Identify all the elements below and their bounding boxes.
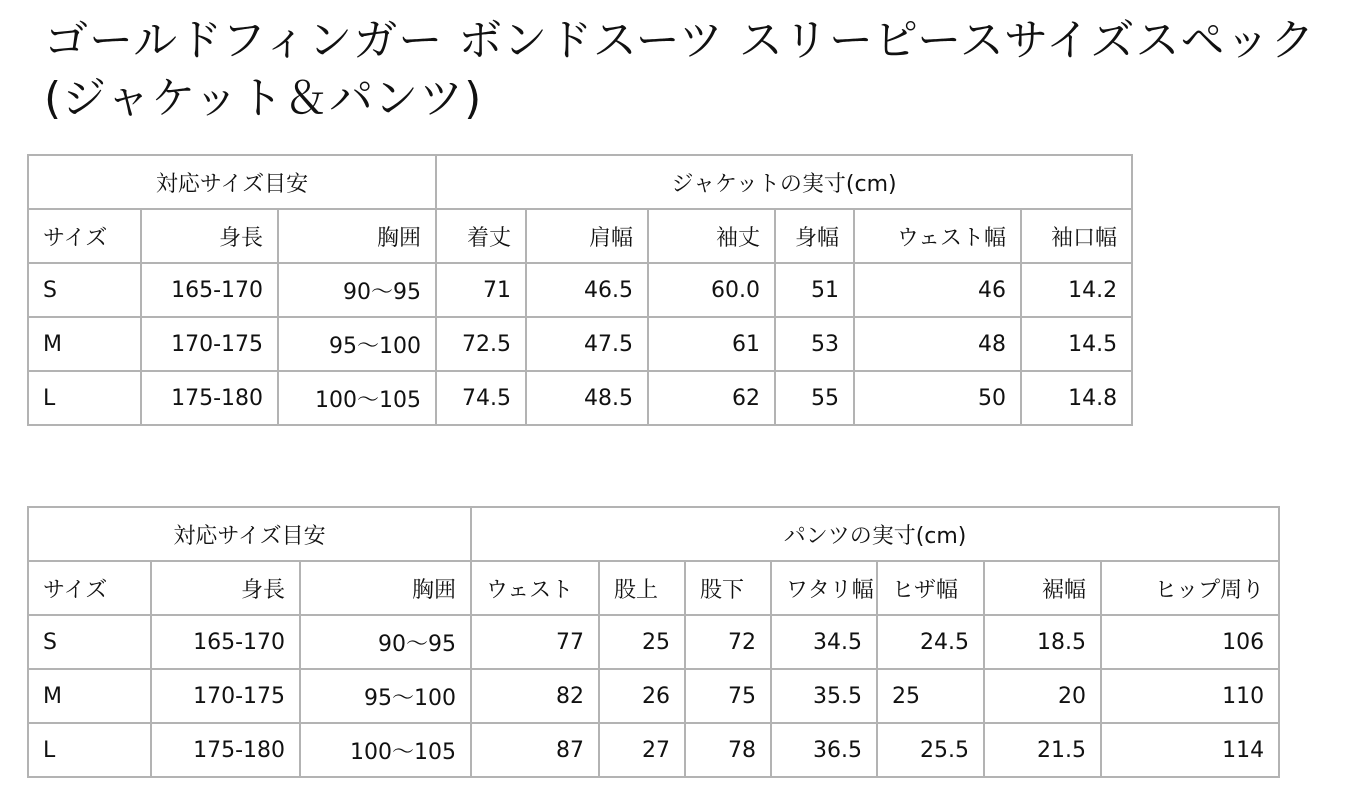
table-cell: 72.5 (436, 317, 526, 371)
table-cell: 61 (648, 317, 775, 371)
table-cell: 51 (775, 263, 854, 317)
table-cell: 20 (984, 669, 1101, 723)
table-row (28, 723, 1279, 777)
table-cell: 25 (877, 669, 984, 723)
group-header-pants-measurements: パンツの実寸(cm) (471, 507, 1279, 561)
table-cell: S (28, 263, 141, 317)
table-cell: 87 (471, 723, 599, 777)
table-cell: 48 (854, 317, 1021, 371)
table-cell: 18.5 (984, 615, 1101, 669)
table-cell: 100〜105 (278, 371, 436, 425)
column-header-knee-width: ヒザ幅 (877, 561, 984, 615)
column-header-waist-width: ウェスト幅 (854, 209, 1021, 263)
table-cell: 48.5 (526, 371, 648, 425)
column-header-cuff-width: 袖口幅 (1021, 209, 1132, 263)
table-cell: 46.5 (526, 263, 648, 317)
table-cell: 110 (1101, 669, 1279, 723)
table-cell: 53 (775, 317, 854, 371)
table-cell: 24.5 (877, 615, 984, 669)
table-cell: 90〜95 (300, 615, 471, 669)
column-header-size: サイズ (28, 561, 151, 615)
table-cell: 14.5 (1021, 317, 1132, 371)
column-header-chest: 胸囲 (300, 561, 471, 615)
table-cell: 170-175 (141, 317, 278, 371)
table-group-header-row (28, 155, 1132, 209)
table-cell: 72 (685, 615, 771, 669)
table-cell: 71 (436, 263, 526, 317)
column-header-size: サイズ (28, 209, 141, 263)
table-row (28, 615, 1279, 669)
table-cell: 21.5 (984, 723, 1101, 777)
table-cell: 50 (854, 371, 1021, 425)
table-cell: 175-180 (151, 723, 300, 777)
table-cell: 170-175 (151, 669, 300, 723)
group-header-jacket-measurements: ジャケットの実寸(cm) (436, 155, 1132, 209)
column-header-height: 身長 (151, 561, 300, 615)
column-header-waist: ウェスト (471, 561, 599, 615)
table-group-header-row (28, 507, 1279, 561)
table-cell: S (28, 615, 151, 669)
group-header-size-guide: 対応サイズ目安 (28, 507, 471, 561)
table-cell: 36.5 (771, 723, 877, 777)
table-cell: 14.8 (1021, 371, 1132, 425)
pants-size-table (27, 506, 1280, 778)
column-header-shoulder-width: 肩幅 (526, 209, 648, 263)
table-cell: 25 (599, 615, 685, 669)
table-cell: L (28, 371, 141, 425)
table-cell: 77 (471, 615, 599, 669)
table-cell: 165-170 (151, 615, 300, 669)
group-header-size-guide: 対応サイズ目安 (28, 155, 436, 209)
column-header-length: 着丈 (436, 209, 526, 263)
table-cell: 95〜100 (278, 317, 436, 371)
column-header-sleeve-length: 袖丈 (648, 209, 775, 263)
column-header-height: 身長 (141, 209, 278, 263)
column-header-inseam: 股下 (685, 561, 771, 615)
table-cell: 55 (775, 371, 854, 425)
table-cell: 34.5 (771, 615, 877, 669)
table-cell: 90〜95 (278, 263, 436, 317)
table-cell: 60.0 (648, 263, 775, 317)
table-cell: M (28, 317, 141, 371)
table-cell: 82 (471, 669, 599, 723)
table-cell: 46 (854, 263, 1021, 317)
table-row (28, 317, 1132, 371)
table-cell: 95〜100 (300, 669, 471, 723)
table-cell: 47.5 (526, 317, 648, 371)
table-cell: 175-180 (141, 371, 278, 425)
table-cell: 165-170 (141, 263, 278, 317)
table-cell: 75 (685, 669, 771, 723)
table-cell: 25.5 (877, 723, 984, 777)
table-header-row (28, 209, 1132, 263)
table-cell: M (28, 669, 151, 723)
column-header-chest: 胸囲 (278, 209, 436, 263)
table-cell: 27 (599, 723, 685, 777)
table-cell: 26 (599, 669, 685, 723)
table-cell: 106 (1101, 615, 1279, 669)
column-header-thigh-width: ワタリ幅 (771, 561, 877, 615)
table-cell: 14.2 (1021, 263, 1132, 317)
column-header-body-width: 身幅 (775, 209, 854, 263)
table-cell: 62 (648, 371, 775, 425)
column-header-hip: ヒップ周り (1101, 561, 1279, 615)
column-header-rise: 股上 (599, 561, 685, 615)
table-header-row (28, 561, 1279, 615)
jacket-size-table (27, 154, 1133, 426)
table-row (28, 263, 1132, 317)
table-cell: 114 (1101, 723, 1279, 777)
table-cell: 78 (685, 723, 771, 777)
column-header-hem-width: 裾幅 (984, 561, 1101, 615)
table-cell: 100〜105 (300, 723, 471, 777)
table-cell: 35.5 (771, 669, 877, 723)
table-row (28, 669, 1279, 723)
table-cell: L (28, 723, 151, 777)
table-cell: 74.5 (436, 371, 526, 425)
table-row (28, 371, 1132, 425)
page-title: ゴールドフィンガー ボンドスーツ スリーピースサイズスペック (ジャケット＆パンツ) (44, 15, 1316, 124)
